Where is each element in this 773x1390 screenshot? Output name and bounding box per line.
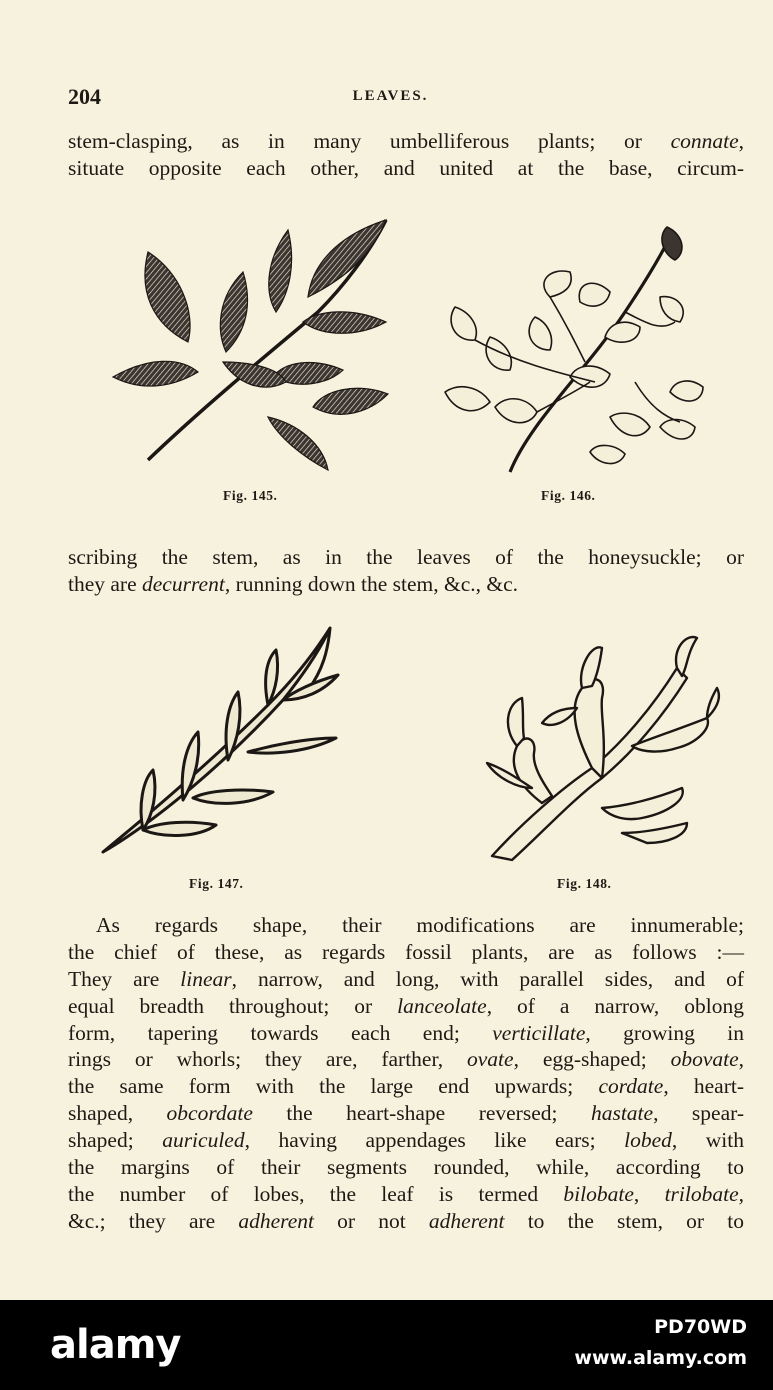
text-run: to the stem, or to: [504, 1208, 744, 1233]
italic-term: obcordate: [166, 1101, 253, 1126]
paragraph-stem-clasping: [68, 128, 744, 182]
text-line: [68, 1020, 744, 1047]
figure-146-caption-prefix: Fig: [541, 488, 562, 503]
alamy-logo: alamy: [50, 1322, 181, 1368]
text-run: rings or whorls; they are, farther,: [68, 1047, 468, 1072]
text-run: equal breadth throughout; or: [68, 993, 398, 1018]
text-line: [68, 1100, 744, 1127]
watermark-bar: [0, 1300, 773, 1390]
figure-147-caption-prefix: Fig: [189, 876, 210, 891]
figure-148-caption-number: . 148.: [577, 876, 612, 891]
text-run: ,: [738, 129, 744, 153]
text-run: ,: [633, 1181, 665, 1206]
text-run: scribing the stem, as in the leaves of the honeysuckle; or: [68, 545, 744, 569]
text-line: [68, 571, 744, 598]
text-line: [68, 1046, 744, 1073]
italic-term: verticillate: [492, 1020, 586, 1045]
italic-term: bilobate: [563, 1181, 634, 1206]
figure-146-caption-number: . 146.: [561, 488, 596, 503]
text-run: ,: [738, 1181, 744, 1206]
figure-145-pinnate-leaf: [108, 212, 393, 477]
figure-147-caption: [189, 876, 244, 892]
text-run: , with: [671, 1128, 744, 1153]
italic-term: hastate: [590, 1101, 654, 1126]
italic-term: lanceolate: [397, 993, 487, 1018]
text-run: they are: [68, 571, 143, 596]
site-url: www.alamy.com: [574, 1347, 747, 1369]
italic-term: auriculed: [162, 1128, 245, 1153]
text-run: form, tapering towards each end;: [68, 1020, 493, 1045]
page-number: 204: [68, 84, 101, 109]
text-run: the same form with the large end upwards;: [68, 1074, 599, 1099]
text-run: ,: [738, 1047, 744, 1072]
text-line: [68, 1208, 744, 1235]
italic-term: ovate: [467, 1047, 514, 1072]
figure-145-caption-number: . 145.: [243, 488, 278, 503]
running-title: LEAVES.: [352, 88, 429, 104]
text-run: , heart-: [663, 1074, 744, 1099]
text-line: [68, 1073, 744, 1100]
figure-148-caption: [557, 876, 612, 892]
text-run: the number of lobes, the leaf is termed: [68, 1181, 564, 1206]
figure-145-caption-prefix: Fig: [223, 488, 244, 503]
text-run: or not: [314, 1208, 429, 1233]
figure-146-dissected-leaf: [435, 222, 705, 477]
italic-term: obovate: [670, 1047, 739, 1072]
italic-term: linear: [180, 966, 232, 991]
italic-term: adherent: [428, 1208, 505, 1233]
text-run: the heart-shape reversed;: [252, 1101, 591, 1126]
text-line: [68, 993, 744, 1020]
figure-148-lobed-leaf: [482, 628, 722, 863]
figure-147-pinnatifid-leaf: [98, 620, 343, 860]
text-run: , having appendages like ears;: [244, 1128, 625, 1153]
italic-term: connate: [670, 129, 739, 153]
text-line: [68, 912, 744, 939]
text-line: [68, 1127, 744, 1154]
text-run: , growing in: [585, 1020, 744, 1045]
text-run: , narrow, and long, with parallel sides, and of: [231, 966, 744, 991]
italic-term: lobed: [624, 1128, 672, 1153]
text-run: shaped;: [68, 1128, 163, 1153]
italic-term: adherent: [238, 1208, 315, 1233]
paragraph-decurrent: [68, 544, 744, 598]
running-header: [68, 84, 713, 114]
text-run: situate opposite each other, and united at the base, circum-: [68, 155, 744, 180]
figure-145-caption: [223, 488, 278, 504]
figure-147-caption-number: . 147.: [209, 876, 244, 891]
text-line: [68, 939, 744, 966]
text-run: shaped,: [68, 1101, 167, 1126]
text-line: [68, 966, 744, 993]
italic-term: trilobate: [664, 1181, 739, 1206]
text-line: [68, 544, 744, 571]
image-id: PD70WD: [654, 1316, 747, 1338]
figure-146-caption: [541, 488, 596, 504]
paragraph-leaf-shapes: [68, 912, 744, 1235]
text-run: &c.; they are: [68, 1208, 239, 1233]
italic-term: cordate: [598, 1074, 664, 1099]
text-line: [68, 1181, 744, 1208]
text-run: , of a narrow, oblong: [486, 993, 744, 1018]
text-line: [68, 1154, 744, 1181]
text-run: , egg-shaped;: [513, 1047, 671, 1072]
text-line: [68, 128, 744, 155]
text-run: They are: [68, 966, 181, 991]
text-run: the margins of their segments rounded, while, according to: [68, 1155, 744, 1180]
figure-148-caption-prefix: Fig: [557, 876, 578, 891]
text-run: , running down the stem, &c., &c.: [224, 571, 519, 596]
text-run: the chief of these, as regards fossil plants, are as follows :—: [68, 939, 744, 964]
text-line: [68, 155, 744, 182]
text-run: As regards shape, their modifications are innumerable;: [96, 913, 744, 937]
italic-term: decurrent: [142, 571, 225, 596]
text-run: , spear-: [653, 1101, 744, 1126]
text-run: stem-clasping, as in many umbelliferous plants; or: [68, 129, 671, 153]
